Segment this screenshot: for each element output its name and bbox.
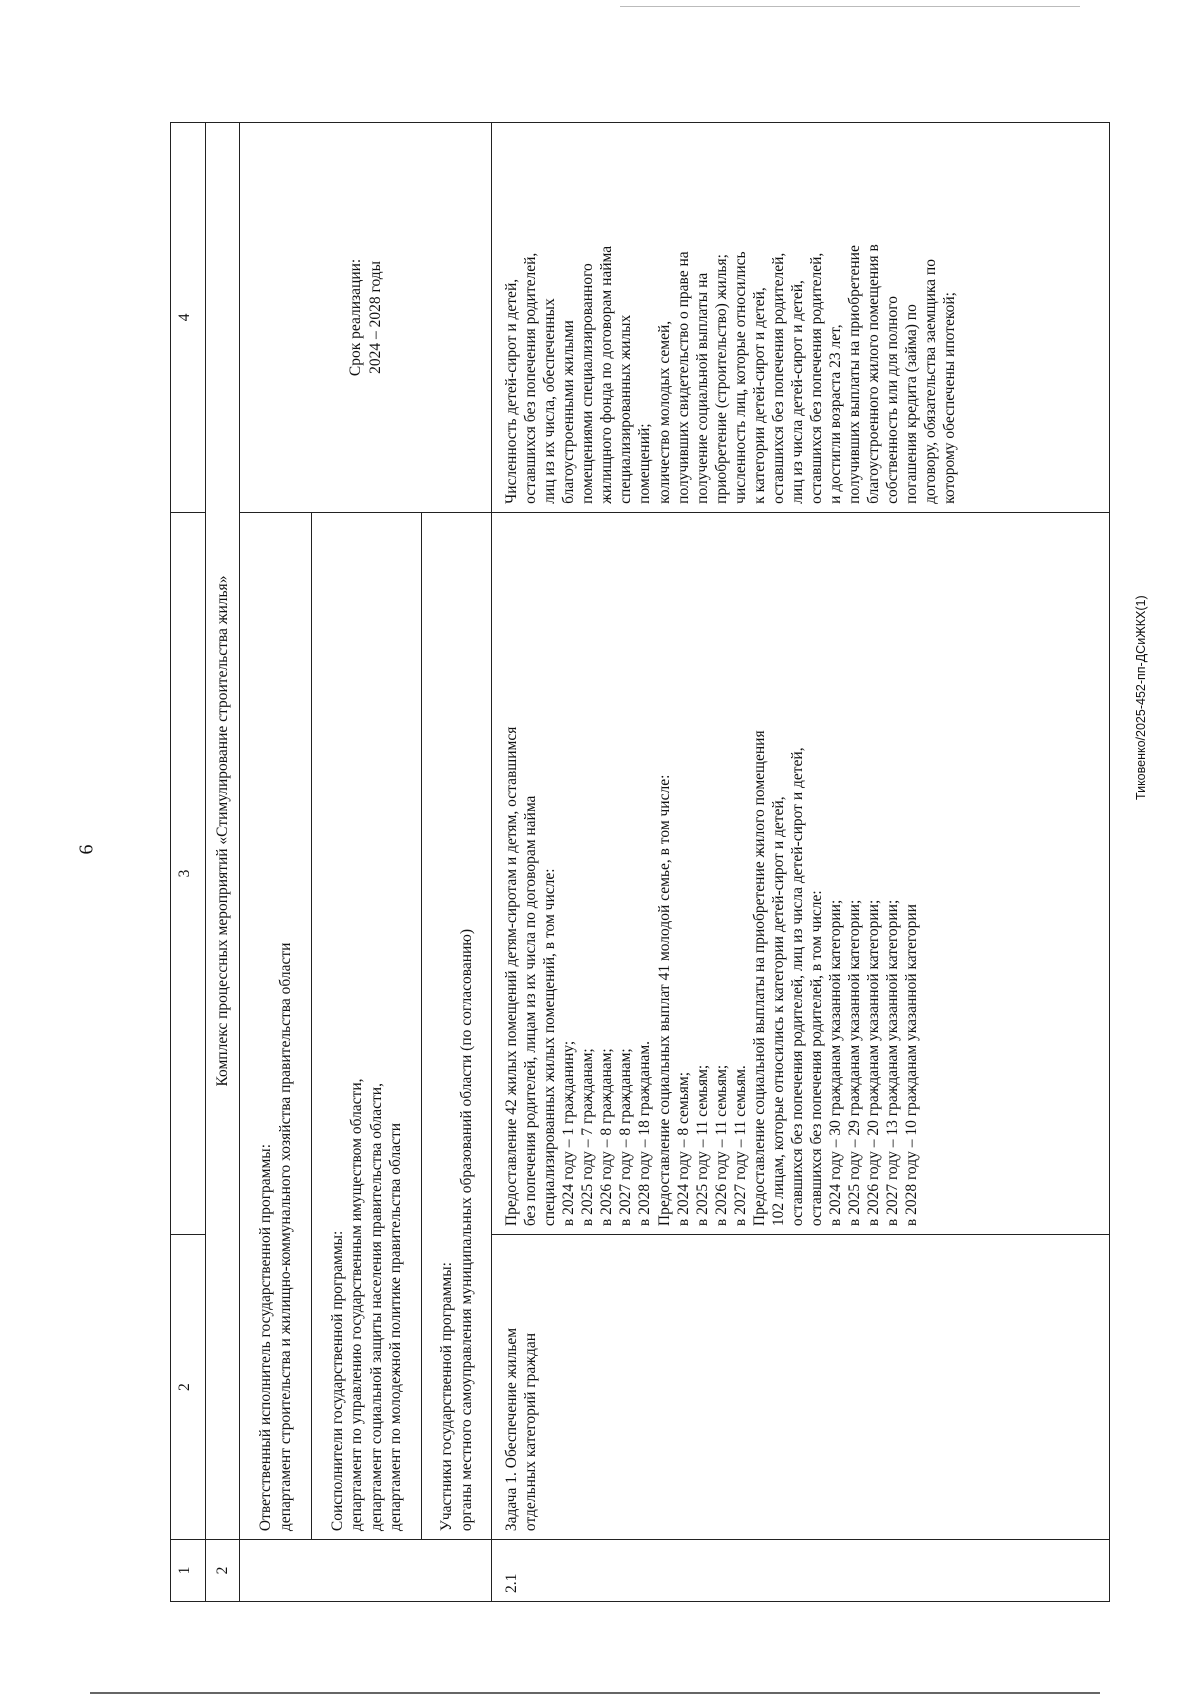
coexecutor-1: департамент по управлению государственным имуществом области,	[348, 1078, 366, 1532]
indicator-line: благоустроенного жилого помещения в	[865, 244, 883, 504]
section-number: 2	[206, 1540, 240, 1602]
responsible-value: департамент строительства и жилищно-коммунального хозяйства правительства области	[276, 942, 294, 1532]
scan-edge-bottom	[90, 1692, 1100, 1694]
task-line: в 2026 году – 20 гражданам указанной категории;	[865, 899, 883, 1227]
task-line: в 2026 году – 8 гражданам;	[598, 1048, 616, 1227]
task-line: оставшихся без попечения родителей, лиц из числа детей-сирот и детей,	[788, 747, 806, 1227]
indicator-line: к категории детей-сирот и детей,	[750, 287, 768, 504]
indicator-line: собственность или для полного	[884, 296, 902, 504]
coexecutors-cell	[312, 512, 422, 1539]
indicator-line: получивших выплаты на приобретение	[846, 245, 864, 504]
task-number: 2.1	[492, 1540, 1110, 1602]
task-line: в 2027 году – 11 семьям.	[731, 1065, 749, 1227]
responsible-label: Ответственный исполнитель государственной программы:	[257, 1143, 275, 1532]
indicator-line: оставшихся без попечения родителей,	[522, 252, 540, 504]
indicator-line: договору, обязательства заемщика по	[922, 259, 940, 504]
task-name-cell	[492, 1235, 1110, 1540]
indicator-line: и достигли возраста 23 лет,	[827, 324, 845, 504]
indicator-line: которому обеспечены ипотекой;	[941, 292, 959, 504]
term-label: Срок реализации:	[347, 258, 365, 377]
task-row	[492, 123, 1110, 1602]
task-line: 102 лицам, которые относились к категории детей-сирот и детей,	[769, 796, 787, 1227]
term-value: 2024 – 2028 годы	[366, 260, 384, 374]
indicator-line: оставшихся без попечения родителей,	[808, 252, 825, 504]
task-line: в 2024 году – 1 гражданину;	[560, 1040, 578, 1227]
document-code-text: Тиковенко/2025-452-пп-ДСиЖКХ(1)	[1134, 595, 1148, 800]
task-line: специализированных жилых помещений, в том числе:	[541, 868, 559, 1227]
task-line: оставшихся без попечения родителей, в том числе:	[808, 890, 825, 1227]
indicator-line: помещений;	[636, 423, 654, 504]
header-col-1: 1	[171, 1540, 206, 1602]
task-name-line-2: отдельных категорий граждан	[522, 1332, 540, 1532]
task-line: в 2025 году – 11 семьям;	[693, 1064, 711, 1227]
coexecutors-label: Соисполнители государственной программы:	[329, 1230, 347, 1532]
page-number: 6	[75, 844, 98, 855]
participants-label: Участники государственной программы:	[438, 1262, 456, 1532]
indicator-line: специализированных жилых	[617, 314, 635, 504]
indicator-line: лиц из числа детей-сирот и детей,	[788, 280, 806, 504]
task-line: Предоставление 42 жилых помещений детям-сиротам и детям, оставшимся	[503, 726, 520, 1227]
scan-edge-top	[620, 6, 1080, 7]
indicator-line: численность лиц, которые относились	[731, 251, 749, 504]
indicator-line: приобретение (строительство) жилья;	[712, 254, 730, 504]
task-line: без попечения родителей, лицам из их числа по договорам найма	[522, 795, 540, 1227]
indicator-line: получивших свидетельство о праве на	[674, 251, 692, 504]
program-table	[170, 122, 1110, 1602]
task-line: в 2026 году – 11 семьям;	[712, 1064, 730, 1227]
header-col-3: 3	[171, 512, 206, 1234]
section-row	[206, 123, 240, 1602]
task-indicators-cell	[492, 123, 1110, 513]
task-line: в 2027 году – 13 гражданам указанной категории;	[884, 899, 902, 1227]
indicator-line: погашения кредита (займа) по	[903, 304, 921, 504]
rotated-sheet	[170, 122, 1110, 1602]
task-line: в 2027 году – 8 гражданам;	[617, 1048, 635, 1227]
indicator-line: получение социальной выплаты на	[693, 272, 711, 504]
term-cell	[240, 123, 492, 513]
responsible-row	[240, 123, 312, 1602]
header-row	[171, 123, 206, 1602]
coexecutor-2: департамент социальной защиты населения правительства области,	[367, 1083, 385, 1532]
task-description-cell	[492, 512, 1110, 1234]
task-line: в 2025 году – 29 гражданам указанной категории;	[846, 899, 864, 1227]
task-line: Предоставление социальных выплат 41 молодой семье, в том числе:	[655, 774, 673, 1227]
indicator-line: лиц из их числа, обеспеченных	[541, 298, 559, 504]
landscape-table-wrapper	[170, 122, 1110, 1602]
task-line: в 2028 году – 18 гражданам.	[636, 1040, 654, 1227]
participants-value: органы местного самоуправления муниципальных образований области (по согласованию)	[457, 928, 475, 1532]
indicator-line: Численность детей-сирот и детей,	[503, 278, 520, 504]
responsible-cell	[240, 512, 312, 1539]
task-name-line-1: Задача 1. Обеспечение жильем	[503, 1327, 520, 1532]
indicator-line: оставшихся без попечения родителей,	[769, 252, 787, 504]
participants-cell	[422, 512, 492, 1539]
coexecutor-3: департамент по молодежной политике правительства области	[386, 1122, 404, 1532]
indicator-line: благоустроенными жилыми	[560, 320, 578, 504]
task-line: в 2024 году – 30 гражданам указанной категории;	[827, 899, 845, 1227]
task-line: в 2025 году – 7 гражданам;	[579, 1048, 597, 1227]
document-code	[1128, 300, 1154, 800]
indicator-line: количество молодых семей,	[655, 320, 673, 504]
task-line: Предоставление социальной выплаты на приобретение жилого помещения	[750, 730, 768, 1227]
task-line: в 2028 году – 10 гражданам указанной категории	[903, 904, 921, 1227]
task-line: в 2024 году – 8 семьям;	[674, 1071, 692, 1227]
section-title: Комплекс процессных мероприятий «Стимулирование строительства жилья»	[206, 123, 240, 1540]
header-col-4: 4	[171, 123, 206, 513]
indicator-line: помещениями специализированного	[579, 263, 597, 504]
empty-cell	[240, 1540, 492, 1602]
indicator-line: жилищного фонда по договорам найма	[598, 245, 616, 504]
header-col-2: 2	[171, 1235, 206, 1540]
